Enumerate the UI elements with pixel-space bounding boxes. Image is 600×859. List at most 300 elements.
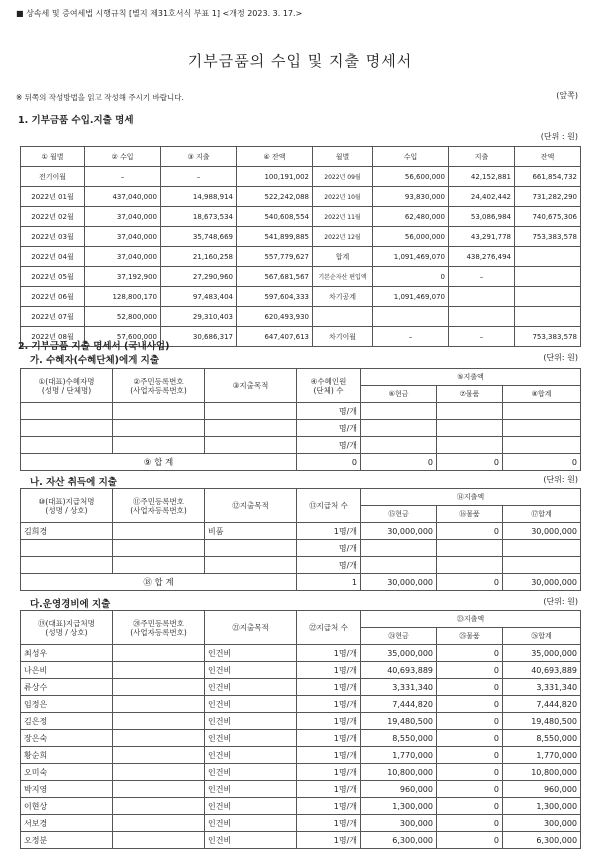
table-header-row [21,369,581,386]
table-row [21,403,581,420]
table-cell: 57,600,000 [85,327,161,347]
table-cell: 2022년 01월 [21,187,85,207]
table-cell: 37,040,000 [85,227,161,247]
column-header [297,369,361,403]
sum-row [21,454,581,471]
table-cell [113,764,205,781]
table-cell: 37,040,000 [85,247,161,267]
table-cell [373,307,449,327]
table-cell: 1명/개 [297,764,361,781]
table-cell: 19,480,500 [361,713,437,730]
table-cell: 1명/개 [297,523,361,540]
sum-cell: 0 [297,454,361,471]
table-cell: 541,899,885 [237,227,313,247]
table-cell [113,403,205,420]
table-cell: 명/개 [297,420,361,437]
header-line: ㉒지급처 수 [309,623,348,632]
table-cell: 인건비 [205,730,297,747]
table-cell: 0 [437,713,503,730]
table-cell: 2022년 09월 [313,167,373,187]
column-header [205,489,297,523]
table-cell: 93,830,000 [373,187,449,207]
header-line: (사업자등록번호) [130,505,187,515]
table-cell [21,437,113,454]
table-cell [361,540,437,557]
table-row [21,187,581,207]
column-header [297,611,361,645]
table-cell: 0 [437,523,503,540]
sum-label: ⑨ 합 계 [21,454,297,471]
header-line: (성명 / 단체명) [41,385,92,395]
table-cell: 731,282,290 [515,187,581,207]
table-cell: 53,086,984 [449,207,515,227]
table-cell: 명/개 [297,540,361,557]
column-header [205,369,297,403]
table-cell: 명/개 [297,403,361,420]
table-row [21,815,581,832]
table-cell: 김은정 [21,713,113,730]
table-cell: 6,300,000 [503,832,581,849]
table-row [21,832,581,849]
table-cell [205,540,297,557]
table-cell [113,679,205,696]
table-cell: 2022년 10월 [313,187,373,207]
amount-header: ⑭지출액 [361,489,581,506]
table-cell: 30,686,317 [161,327,237,347]
table-cell: 1명/개 [297,781,361,798]
table-row [21,247,581,267]
table-cell [437,420,503,437]
table-row [21,798,581,815]
table-cell: 522,242,088 [237,187,313,207]
sum-cell: 0 [503,454,581,471]
table-cell: 567,681,567 [237,267,313,287]
table-cell: 차기이월 [313,327,373,347]
table-cell: 전기이월 [21,167,85,187]
table-cell [113,557,205,574]
section1-title: 1. 기부금품 수입.지출 명세 [18,115,134,126]
table-cell: 21,160,258 [161,247,237,267]
table-cell: 황순희 [21,747,113,764]
table-cell: 40,693,889 [361,662,437,679]
table-cell: 2022년 04월 [21,247,85,267]
table-cell: 557,779,627 [237,247,313,267]
table-cell: – [449,327,515,347]
table-cell [361,420,437,437]
table-cell: 42,152,881 [449,167,515,187]
table-cell: 128,800,170 [85,287,161,307]
table-row [21,662,581,679]
income-expense-table [20,146,581,347]
header-line: (단체) 수 [313,385,344,395]
table-cell [113,420,205,437]
table-row [21,540,581,557]
table-cell: 740,675,306 [515,207,581,227]
table-cell: 56,000,000 [373,227,449,247]
table-cell: 37,192,900 [85,267,161,287]
table-cell: 437,040,000 [85,187,161,207]
table-cell: 인건비 [205,832,297,849]
table-cell: 0 [437,696,503,713]
section-ga-title: 가. 수혜자(수혜단체)에게 지출 [30,355,160,366]
table-cell [449,307,515,327]
table-cell [113,832,205,849]
table-cell: 2022년 05월 [21,267,85,287]
table-cell: 597,604,333 [237,287,313,307]
table-cell [113,540,205,557]
table-cell: 명/개 [297,557,361,574]
table-cell [449,287,515,307]
column-header [205,611,297,645]
table-cell [313,307,373,327]
table-cell: 2022년 11월 [313,207,373,227]
header-line: ⑩(대표)지급처명 [38,496,95,506]
table-cell: 300,000 [361,815,437,832]
table-cell: 명/개 [297,437,361,454]
table-cell: 0 [437,764,503,781]
table-cell: 300,000 [503,815,581,832]
sum-label: ⑱ 합 계 [21,574,297,591]
table-cell: 19,480,500 [503,713,581,730]
table-cell [113,713,205,730]
table-row [21,557,581,574]
table-cell: 10,800,000 [503,764,581,781]
table-cell: 27,290,960 [161,267,237,287]
table-cell [515,307,581,327]
table-cell: 661,854,732 [515,167,581,187]
table-cell: 62,480,000 [373,207,449,227]
header-line: ③지출목적 [232,381,269,390]
table-cell: 오정분 [21,832,113,849]
table-cell: 753,383,578 [515,327,581,347]
table-row [21,167,581,187]
table-cell [437,557,503,574]
table-cell [515,267,581,287]
page-side-label: (앞쪽) [556,91,578,100]
header-line: ④수혜인원 [310,376,347,386]
section-na-title: 나. 자산 취득에 지출 [30,477,117,488]
table-cell: 김희경 [21,523,113,540]
table-cell: 960,000 [503,781,581,798]
table-cell: 1,770,000 [503,747,581,764]
header-line: ⑳주민등록번호 [133,618,184,628]
table-cell: 인건비 [205,679,297,696]
column-header: ② 수입 [85,147,161,167]
table-cell: 나은비 [21,662,113,679]
table-cell: 6,300,000 [361,832,437,849]
table-cell: 753,383,578 [515,227,581,247]
table-cell: 0 [437,679,503,696]
table-cell: – [161,167,237,187]
table-cell: 인건비 [205,747,297,764]
table-cell: 43,291,778 [449,227,515,247]
table-cell: 1명/개 [297,696,361,713]
table-cell: 인건비 [205,713,297,730]
section-da-unit: (단위: 원) [543,597,578,606]
table-header-row [21,489,581,506]
table-cell: 0 [437,832,503,849]
table-cell: 1명/개 [297,713,361,730]
table-cell [503,420,581,437]
table-cell: 0 [373,267,449,287]
table-row [21,679,581,696]
column-header: 지출 [449,147,515,167]
table-cell: 35,000,000 [503,645,581,662]
table-cell: 56,600,000 [373,167,449,187]
table-cell: 1명/개 [297,662,361,679]
table-row [21,730,581,747]
header-line: (성명 / 상호) [45,505,88,515]
header-line: (성명 / 상호) [45,627,88,637]
table-row [21,307,581,327]
table-row [21,267,581,287]
table-cell: 540,608,554 [237,207,313,227]
table-cell: 37,040,000 [85,207,161,227]
table-cell: 1명/개 [297,730,361,747]
column-header [21,489,113,523]
table-cell: 620,493,930 [237,307,313,327]
column-header: ㉔현금 [361,628,437,645]
header-line: ⑲(대표)지급처명 [38,618,95,628]
table-cell: 0 [437,798,503,815]
operating-table [20,610,581,849]
header-line: ②주민등록번호 [133,376,184,386]
table-cell: 비품 [205,523,297,540]
column-header: ⑯물품 [437,506,503,523]
table-cell: 0 [437,645,503,662]
table-cell [503,403,581,420]
table-cell [113,696,205,713]
table-cell [437,437,503,454]
table-row [21,713,581,730]
table-cell: 최성우 [21,645,113,662]
column-header: ⑰합계 [503,506,581,523]
table-cell: 2022년 03월 [21,227,85,247]
column-header: ⑦물품 [437,386,503,403]
table-cell: 1명/개 [297,832,361,849]
column-header: ③ 지출 [161,147,237,167]
table-cell: 438,276,494 [449,247,515,267]
table-cell: 10,800,000 [361,764,437,781]
table-row [21,764,581,781]
header-line: ⑬지급처 수 [309,501,348,510]
table-cell [21,540,113,557]
table-cell: 1,091,469,070 [373,247,449,267]
table-cell: 합계 [313,247,373,267]
table-cell: 1명/개 [297,645,361,662]
table-cell: 0 [437,730,503,747]
column-header: ㉖합계 [503,628,581,645]
table-cell: – [449,267,515,287]
table-cell [503,437,581,454]
table-row [21,696,581,713]
table-cell: 7,444,820 [361,696,437,713]
table-cell: 류상수 [21,679,113,696]
table-cell: 30,000,000 [361,523,437,540]
table-cell [361,437,437,454]
sum-cell: 0 [361,454,437,471]
table-row [21,207,581,227]
table-cell: 2022년 08월 [21,327,85,347]
table-row [21,287,581,307]
table-cell: 박지영 [21,781,113,798]
column-header [113,489,205,523]
column-header: ⑧합계 [503,386,581,403]
column-header [21,611,113,645]
table-cell [113,781,205,798]
section2-title: 2. 기부금품 지출 명세서 (국내사업) [18,341,170,352]
table-cell [21,403,113,420]
table-cell: 인건비 [205,696,297,713]
column-header: ⑮현금 [361,506,437,523]
table-cell: 0 [437,815,503,832]
table-cell: 인건비 [205,815,297,832]
table-cell [361,403,437,420]
table-cell [113,730,205,747]
table-row [21,645,581,662]
table-cell [503,540,581,557]
header-line: ㉑지출목적 [232,623,269,632]
table-cell [205,437,297,454]
table-cell [21,557,113,574]
table-cell: 14,988,914 [161,187,237,207]
table-cell: 인건비 [205,645,297,662]
column-header [297,489,361,523]
header-line: (사업자등록번호) [130,385,187,395]
sum-row [21,574,581,591]
column-header [113,611,205,645]
section-da-title: 다.운영경비에 지출 [30,599,111,610]
table-cell: 40,693,889 [503,662,581,679]
table-cell: 1명/개 [297,747,361,764]
table-cell: 1,300,000 [361,798,437,815]
column-header: ① 월별 [21,147,85,167]
table-cell: 1명/개 [297,679,361,696]
table-cell: 960,000 [361,781,437,798]
table-cell: 0 [437,662,503,679]
table-cell: 29,310,403 [161,307,237,327]
section-na-unit: (단위: 원) [543,475,578,484]
section-ga-unit: (단위: 원) [543,353,578,362]
table-cell: 30,000,000 [503,523,581,540]
header-line: ①(대표)수혜자명 [38,376,95,386]
table-cell [515,287,581,307]
table-cell [113,523,205,540]
table-cell: 52,800,000 [85,307,161,327]
header-line: ⑫지출목적 [232,501,269,510]
instruction-note: ※ 뒤쪽의 작성방법을 읽고 작성해 주시기 바랍니다. [16,93,184,102]
column-header: ㉕물품 [437,628,503,645]
table-cell: – [85,167,161,187]
table-cell [113,662,205,679]
column-header: 수입 [373,147,449,167]
table-cell: 100,191,002 [237,167,313,187]
column-header [21,369,113,403]
sum-cell: 1 [297,574,361,591]
table-cell [205,403,297,420]
table-cell: – [373,327,449,347]
table-cell: 2022년 06월 [21,287,85,307]
recipient-table [20,368,581,471]
sum-cell: 30,000,000 [361,574,437,591]
column-header: 월별 [313,147,373,167]
table-cell: 0 [437,781,503,798]
table-cell: 2022년 02월 [21,207,85,227]
table-cell [113,798,205,815]
table-cell [515,247,581,267]
asset-table [20,488,581,591]
table-cell: 97,483,404 [161,287,237,307]
table-cell [113,747,205,764]
table-cell: 2022년 07월 [21,307,85,327]
amount-header: ㉓지출액 [361,611,581,628]
sum-cell: 0 [437,454,503,471]
amount-header: ⑤지출액 [361,369,581,386]
column-header [113,369,205,403]
page-title: 기부금품의 수입 및 지출 명세서 [187,52,413,70]
table-cell: 35,748,669 [161,227,237,247]
table-cell: 임정은 [21,696,113,713]
table-cell: 8,550,000 [361,730,437,747]
sum-cell: 0 [437,574,503,591]
table-cell [205,420,297,437]
table-cell: 35,000,000 [361,645,437,662]
table-cell: 0 [437,747,503,764]
table-row [21,781,581,798]
table-cell: 인건비 [205,798,297,815]
table-cell [21,420,113,437]
table-row [21,227,581,247]
table-row [21,437,581,454]
table-cell [361,557,437,574]
header-line: (사업자등록번호) [130,627,187,637]
table-header-row [21,611,581,628]
column-header: 잔액 [515,147,581,167]
table-cell: 1,300,000 [503,798,581,815]
table-cell: 3,331,340 [503,679,581,696]
table-row [21,420,581,437]
table-cell [437,540,503,557]
table-row [21,523,581,540]
table-cell: 1,770,000 [361,747,437,764]
table-cell: 차기공계 [313,287,373,307]
table-cell: 7,444,820 [503,696,581,713]
table-cell: 인건비 [205,781,297,798]
table-cell: 장은숙 [21,730,113,747]
table-cell: 1,091,469,070 [373,287,449,307]
table-cell: 1명/개 [297,798,361,815]
table-cell: 24,402,442 [449,187,515,207]
header-line: ⑪주민등록번호 [133,496,184,506]
table-cell [113,437,205,454]
table-cell: 서보경 [21,815,113,832]
table-cell: 1명/개 [297,815,361,832]
table-cell: 인건비 [205,764,297,781]
column-header: ⑥현금 [361,386,437,403]
table-cell [113,815,205,832]
form-header: ■ 상속세 및 증여세법 시행규칙 [별지 제31호서식 부표 1] <개정 2023. 3. 17.> [16,9,303,18]
table-header-row [21,147,581,167]
table-cell [205,557,297,574]
table-row [21,747,581,764]
table-cell: 3,331,340 [361,679,437,696]
table-cell: 오미숙 [21,764,113,781]
sum-cell: 30,000,000 [503,574,581,591]
table-cell: 2022년 12월 [313,227,373,247]
table-cell [437,403,503,420]
table-cell: 18,673,534 [161,207,237,227]
table-cell [503,557,581,574]
